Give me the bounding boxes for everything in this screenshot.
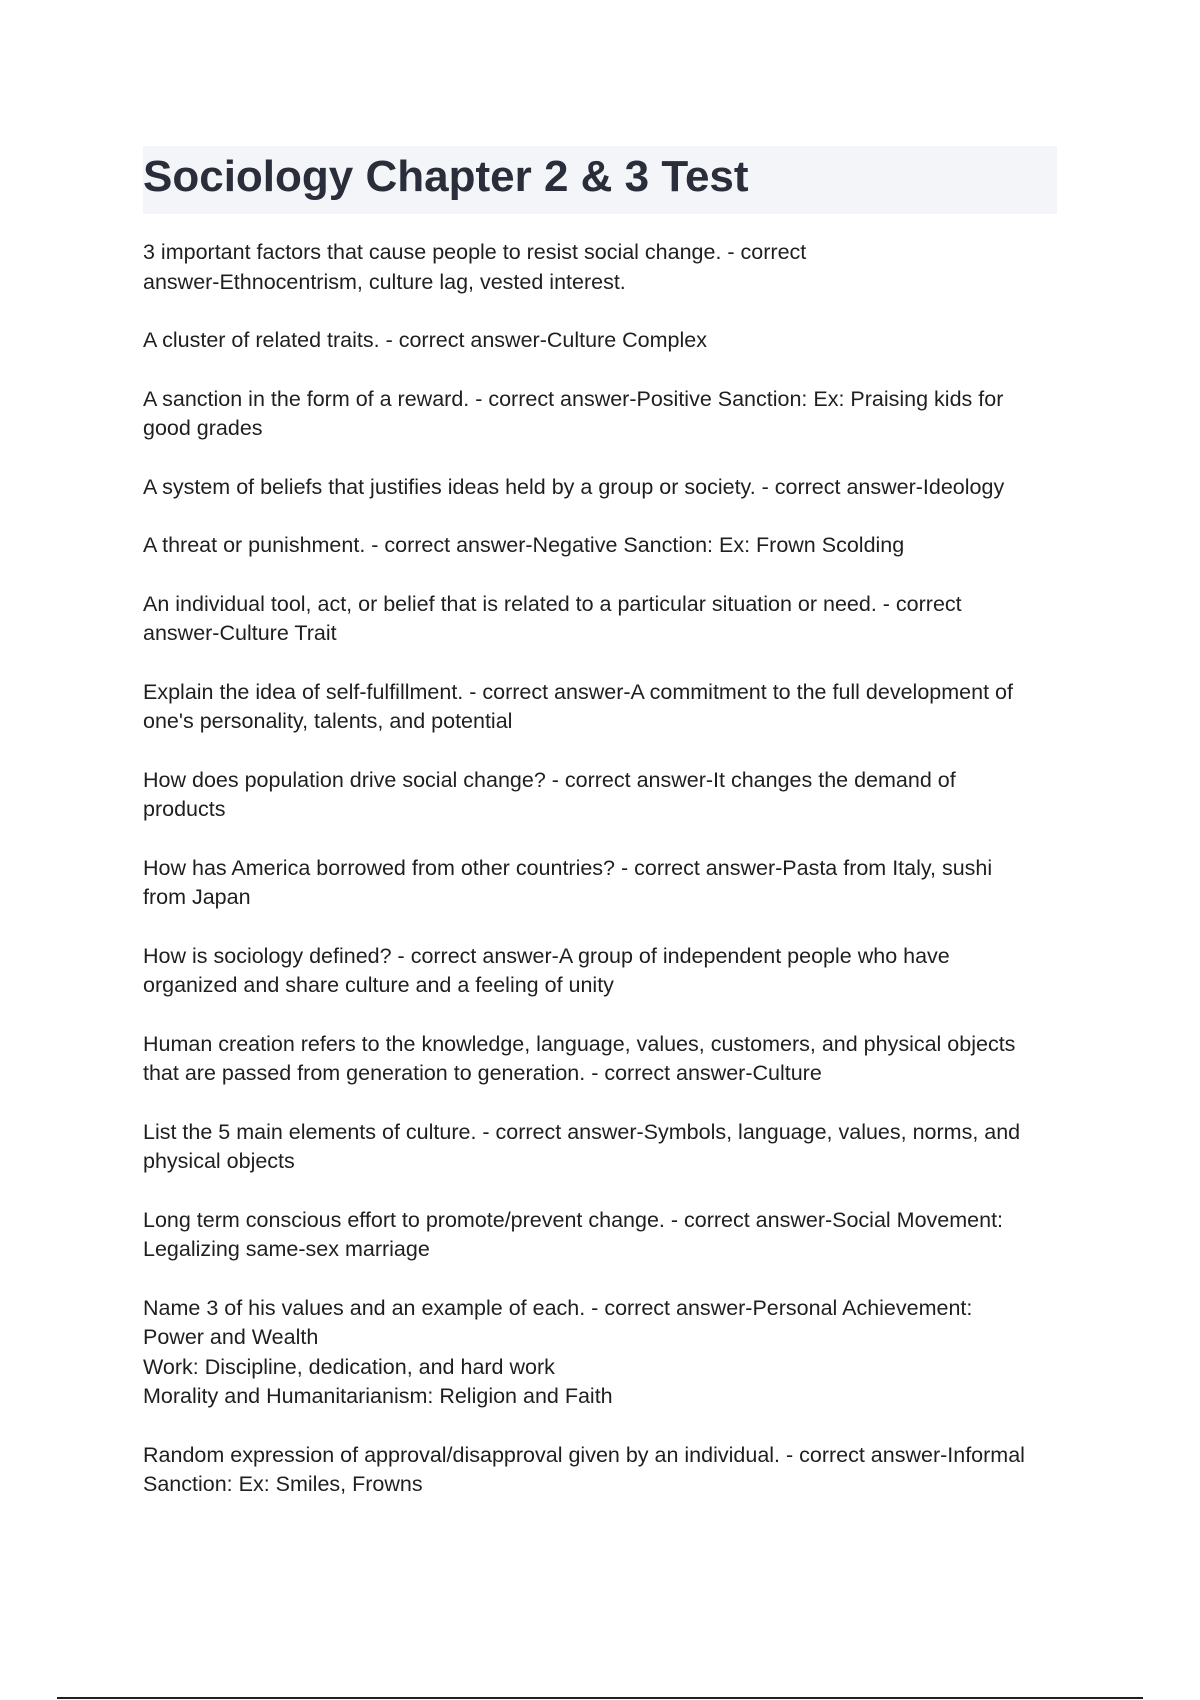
- qa-line: How has America borrowed from other countries? - correct answer-Pasta from Italy, sushi: [143, 855, 993, 880]
- qa-entry: [143, 238, 1057, 297]
- qa-line: that are passed from generation to generation. - correct answer-Culture: [143, 1061, 822, 1085]
- qa-entry: [143, 854, 1057, 913]
- title-banner: [143, 146, 1057, 214]
- qa-entry: [143, 473, 1057, 503]
- qa-entry: [143, 1118, 1057, 1177]
- qa-line: Long term conscious effort to promote/prevent change. - correct answer-Social Movement:: [143, 1207, 1004, 1232]
- qa-line: Morality and Humanitarianism: Religion and Faith: [143, 1384, 613, 1408]
- qa-line: A threat or punishment. - correct answer-Negative Sanction: Ex: Frown Scolding: [143, 533, 905, 557]
- qa-line: answer-Ethnocentrism, culture lag, vested interest.: [143, 269, 626, 294]
- qa-entry: [143, 385, 1057, 444]
- qa-line: good grades: [143, 416, 263, 440]
- qa-line: An individual tool, act, or belief that is related to a particular situation or need. - correct: [143, 591, 962, 616]
- page-title: Sociology Chapter 2 & 3 Test: [143, 152, 749, 201]
- qa-line: organized and share culture and a feeling of unity: [143, 973, 614, 997]
- qa-line: List the 5 main elements of culture. - correct answer-Symbols, language, values, norms, and: [143, 1119, 1021, 1144]
- qa-line: 3 important factors that cause people to resist social change. - correct: [143, 240, 807, 264]
- qa-line: Power and Wealth: [143, 1325, 319, 1349]
- qa-line: Sanction: Ex: Smiles, Frowns: [143, 1472, 423, 1496]
- qa-entry: [143, 1441, 1057, 1500]
- qa-line: Name 3 of his values and an example of each. - correct answer-Personal Achievement:: [143, 1295, 973, 1320]
- qa-line: physical objects: [143, 1149, 295, 1173]
- qa-line: answer-Culture Trait: [143, 621, 337, 645]
- qa-line: A cluster of related traits. - correct answer-Culture Complex: [143, 328, 707, 352]
- qa-entry: [143, 590, 1057, 649]
- qa-line: A system of beliefs that justifies ideas held by a group or society. - correct answer-Ideology: [143, 474, 1005, 499]
- qa-entry: [143, 326, 1057, 356]
- qa-line: products: [143, 797, 226, 821]
- qa-entry: [143, 1206, 1057, 1265]
- qa-entry: [143, 942, 1057, 1001]
- qa-line: Work: Discipline, dedication, and hard work: [143, 1354, 555, 1379]
- qa-line: How is sociology defined? - correct answer-A group of independent people who have: [143, 943, 950, 968]
- qa-entry: [143, 678, 1057, 737]
- footer-divider: [57, 1697, 1143, 1699]
- qa-line: Legalizing same-sex marriage: [143, 1237, 430, 1261]
- qa-line: Explain the idea of self-fulfillment. - correct answer-A commitment to the full development of: [143, 679, 1013, 704]
- qa-list: [143, 238, 1057, 1529]
- qa-entry: [143, 1030, 1057, 1089]
- qa-line: Human creation refers to the knowledge, language, values, customers, and physical objects: [143, 1031, 1016, 1056]
- qa-line: one's personality, talents, and potential: [143, 709, 513, 733]
- qa-entry: [143, 766, 1057, 825]
- qa-line: from Japan: [143, 885, 251, 909]
- qa-entry: [143, 1294, 1057, 1412]
- qa-line: Random expression of approval/disapproval given by an individual. - correct answer-Informal: [143, 1442, 1025, 1467]
- qa-entry: [143, 531, 1057, 561]
- qa-line: A sanction in the form of a reward. - correct answer-Positive Sanction: Ex: Praising kids for: [143, 386, 1004, 411]
- qa-line: How does population drive social change? - correct answer-It changes the demand of: [143, 767, 956, 792]
